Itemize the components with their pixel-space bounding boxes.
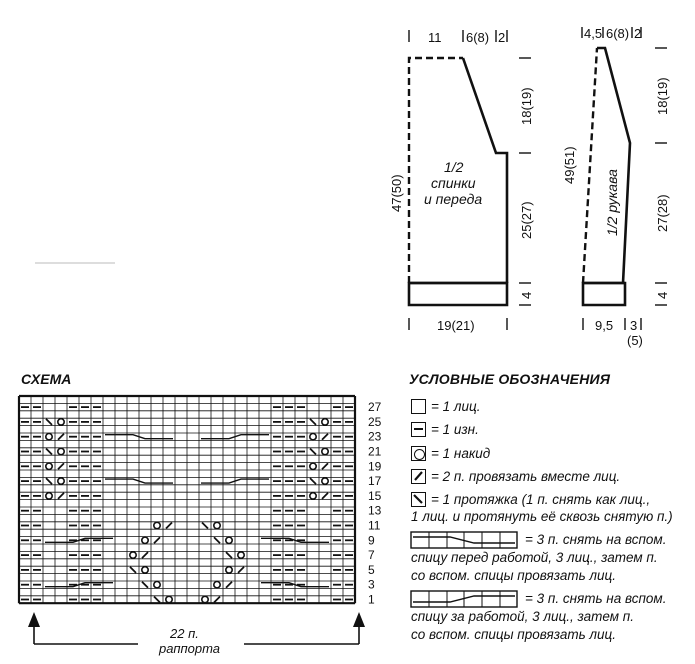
sleeve-dim-right-rib: 4 — [655, 291, 670, 299]
row-number: 1 — [368, 592, 375, 607]
legend-cable-right-cont1: спицу перед работой, 3 лиц., затем п. — [411, 550, 658, 565]
yarn-over-mark — [46, 463, 52, 469]
legend-yarn-over: = 1 накид — [431, 446, 491, 461]
scan-artifact — [35, 262, 115, 264]
yarn-over-mark — [214, 522, 220, 528]
k2tog-mark — [214, 597, 220, 603]
knit-stitch-icon — [411, 399, 426, 414]
repeat-label-line1: 22 п. — [170, 626, 199, 641]
legend-title: УСЛОВНЫЕ ОБОЗНАЧЕНИЯ — [409, 371, 611, 387]
row-number: 23 — [368, 429, 382, 444]
body-dim-top-edge: 2 — [498, 30, 506, 45]
body-dim-bottom: 19(21) — [437, 318, 475, 333]
row-number: 17 — [368, 474, 382, 489]
cable-right-icon — [410, 531, 518, 549]
ssk-mark — [310, 419, 316, 425]
legend-knit: = 1 лиц. — [431, 399, 481, 414]
sleeve-dim-top-b: 6(8) — [606, 26, 630, 41]
legend-cable-left-cont1: спицу за работой, 3 лиц., затем п. — [411, 609, 634, 624]
sleeve-dim-top-c: 2 — [634, 26, 642, 41]
yarn-over-mark — [58, 478, 64, 484]
yarn-over-mark — [310, 434, 316, 440]
k2tog-mark — [166, 523, 172, 529]
k2tog-mark — [142, 552, 148, 558]
repeat-label-line2: раппорта — [159, 641, 220, 656]
yarn-over-mark — [58, 419, 64, 425]
yarn-over-mark — [154, 582, 160, 588]
row-number: 27 — [368, 400, 382, 415]
sleeve-panel — [562, 26, 670, 348]
body-label-line1: 1/2 — [444, 159, 464, 175]
row-number: 9 — [368, 533, 375, 548]
repeat-marker — [28, 612, 365, 656]
row-number: 5 — [368, 562, 375, 577]
body-dim-top-right: 6(8) — [466, 30, 490, 45]
chart-row-numbers — [368, 400, 382, 606]
row-number: 13 — [368, 503, 382, 518]
ssk-mark — [46, 478, 52, 484]
k2tog-mark — [322, 434, 328, 440]
sleeve-dim-right-upper: 18(19) — [655, 77, 670, 115]
yarn-over-mark — [46, 493, 52, 499]
ssk-mark — [310, 478, 316, 484]
legend-cable-right-cont2: со вспом. спицы провязать лиц. — [411, 568, 617, 583]
sleeve-dim-bottom-c: (5) — [627, 333, 643, 348]
cable-left-icon — [410, 590, 518, 608]
k2tog-mark — [322, 493, 328, 499]
body-label-line2: спинки — [431, 175, 476, 191]
yarn-over-mark — [322, 478, 328, 484]
body-dim-left-height: 47(50) — [389, 174, 404, 212]
body-dim-top-left: 11 — [428, 30, 442, 45]
sleeve-dim-right-lower: 27(28) — [655, 194, 670, 232]
row-number: 19 — [368, 459, 382, 474]
chart-title: СХЕМА — [21, 371, 72, 387]
body-dim-right-upper: 18(19) — [519, 87, 534, 125]
yarn-over-mark — [322, 419, 328, 425]
ssk-icon — [411, 492, 426, 507]
yarn-over-mark — [166, 596, 172, 602]
row-number: 21 — [368, 444, 382, 459]
row-number: 15 — [368, 488, 382, 503]
sleeve-dim-bottom-b: 3 — [630, 318, 638, 333]
sleeve-dim-left-height: 49(51) — [562, 146, 577, 184]
sleeve-dim-top-a: 4,5 — [584, 26, 603, 41]
ssk-mark — [226, 552, 232, 558]
ssk-mark — [46, 449, 52, 455]
yarn-over-mark — [214, 582, 220, 588]
body-dim-right-rib: 4 — [519, 291, 534, 299]
yarn-over-mark — [130, 552, 136, 558]
legend-k2tog: = 2 п. провязать вместе лиц. — [431, 469, 621, 484]
knitting-chart — [0, 390, 400, 664]
yarn-over-mark — [154, 522, 160, 528]
ssk-mark — [142, 582, 148, 588]
k2tog-mark — [58, 434, 64, 440]
row-number: 3 — [368, 577, 375, 592]
yarn-over-mark — [310, 463, 316, 469]
ssk-mark — [310, 449, 316, 455]
row-number: 25 — [368, 414, 382, 429]
k2tog-mark — [226, 582, 232, 588]
ssk-mark — [154, 597, 160, 603]
yarn-over-mark — [226, 537, 232, 543]
yarn-over-mark — [310, 493, 316, 499]
body-label-line3: и переда — [424, 191, 483, 207]
yarn-over-mark — [202, 596, 208, 602]
yarn-over-icon — [411, 446, 426, 461]
ssk-mark — [202, 523, 208, 529]
legend-cable-left: = 3 п. снять на вспом. — [525, 591, 667, 606]
ssk-mark — [46, 419, 52, 425]
yarn-over-mark — [142, 537, 148, 543]
yarn-over-mark — [46, 434, 52, 440]
sleeve-label: 1/2 рукава — [604, 169, 620, 236]
k2tog-icon — [411, 469, 426, 484]
legend-ssk-cont: 1 лиц. и протянуть её сквозь снятую п.) — [411, 509, 673, 524]
body-panel — [389, 30, 534, 333]
legend-purl: = 1 изн. — [431, 422, 479, 437]
legend-ssk: = 1 протяжка (1 п. снять как лиц., — [431, 492, 651, 507]
yarn-over-mark — [226, 567, 232, 573]
yarn-over-mark — [322, 448, 328, 454]
chart-grid — [19, 396, 355, 603]
k2tog-mark — [154, 537, 160, 543]
k2tog-mark — [58, 463, 64, 469]
k2tog-mark — [238, 567, 244, 573]
legend-cable-right: = 3 п. снять на вспом. — [525, 532, 667, 547]
yarn-over-mark — [238, 552, 244, 558]
k2tog-mark — [322, 463, 328, 469]
body-dim-right-lower: 25(27) — [519, 201, 534, 239]
ssk-mark — [130, 567, 136, 573]
yarn-over-mark — [58, 448, 64, 454]
row-number: 7 — [368, 548, 375, 563]
yarn-over-mark — [142, 567, 148, 573]
row-number: 11 — [368, 518, 381, 533]
ssk-mark — [214, 537, 220, 543]
legend-cable-left-cont2: со вспом. спицы провязать лиц. — [411, 627, 617, 642]
purl-stitch-icon — [411, 422, 426, 437]
sleeve-dim-bottom-a: 9,5 — [595, 318, 614, 333]
k2tog-mark — [58, 493, 64, 499]
